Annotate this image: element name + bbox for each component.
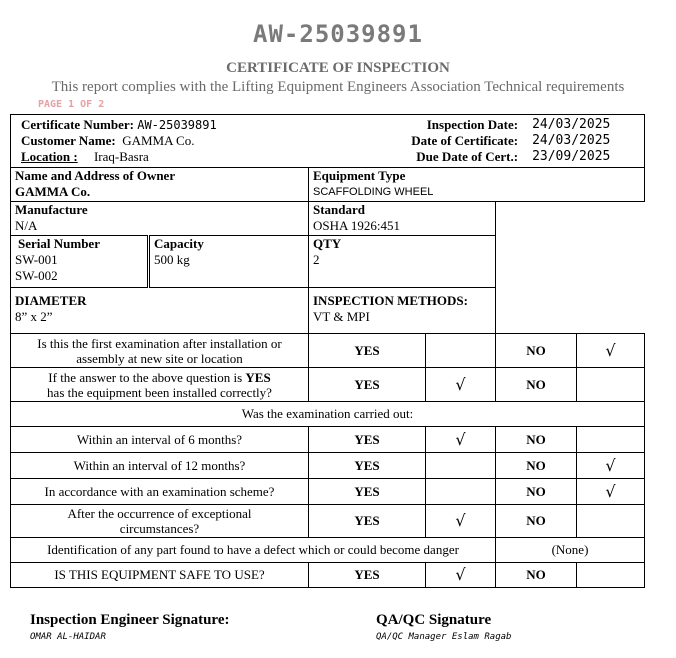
- serial-label: Serial Number: [18, 236, 100, 251]
- customer-label: Customer Name:: [21, 133, 116, 148]
- defect-row: [11, 538, 645, 563]
- standard-cell: [309, 202, 496, 236]
- equipment-type-label: Equipment Type: [313, 168, 406, 183]
- qty-cell: [309, 236, 496, 288]
- document-title: CERTIFICATE OF INSPECTION: [226, 60, 450, 76]
- safe-row: [11, 563, 645, 588]
- diameter-cell: [11, 288, 309, 334]
- due-date-label: Due Date of Cert.:: [416, 149, 519, 164]
- engineer-signature-label: Inspection Engineer Signature:: [30, 612, 230, 628]
- yes-label: YES: [309, 505, 426, 538]
- section-row: [11, 402, 645, 427]
- yes-label: YES: [309, 479, 426, 505]
- question-first-exam: Is this the first examination after installation or assembly at new site or location: [11, 334, 309, 368]
- question-row: [11, 427, 645, 453]
- owner-row: [11, 168, 645, 202]
- no-checkmark: √: [577, 479, 645, 505]
- compliance-subtitle: This report complies with the Lifting Equipment Engineers Association Technical requirements: [51, 79, 625, 95]
- question-exceptional-circumstances: After the occurrence of exceptional circumstances?: [11, 505, 309, 538]
- no-mark: [577, 563, 645, 588]
- serial-cell: [11, 236, 149, 288]
- no-mark: [577, 368, 645, 402]
- yes-checkmark: √: [426, 368, 496, 402]
- yes-mark: [426, 479, 496, 505]
- capacity-value: 500 kg: [154, 252, 190, 267]
- no-label: NO: [496, 505, 577, 538]
- question-row: [11, 505, 645, 538]
- summary-block: [11, 115, 645, 168]
- no-label: NO: [496, 453, 577, 479]
- question-row: [11, 453, 645, 479]
- due-date-value: 23/09/2025: [532, 149, 611, 164]
- capacity-cell: [149, 236, 309, 288]
- yes-checkmark: √: [426, 427, 496, 453]
- question-6-months: Within an interval of 6 months?: [11, 427, 309, 453]
- qa-signature-name: QA/QC Manager Eslam Ragab: [376, 632, 512, 642]
- yes-mark: [426, 334, 496, 368]
- question-safe-to-use: IS THIS EQUIPMENT SAFE TO USE?: [11, 563, 309, 588]
- examination-carried-out-heading: Was the examination carried out:: [11, 402, 645, 427]
- manufacture-cell: [11, 202, 309, 236]
- engineer-signature-name: OMAR AL-HAIDAR: [30, 632, 106, 642]
- certificate-date-value: 24/03/2025: [532, 133, 611, 148]
- question-row: [11, 334, 645, 368]
- question-row: [11, 368, 645, 402]
- methods-cell: [309, 288, 496, 334]
- defect-value: (None): [496, 538, 645, 563]
- standard-value: OSHA 1926:451: [313, 218, 401, 233]
- diameter-value: 8” x 2”: [15, 309, 53, 324]
- no-label: NO: [496, 563, 577, 588]
- location-label: Location :: [21, 149, 78, 164]
- qa-signature-label: QA/QC Signature: [376, 612, 492, 628]
- no-label: NO: [496, 427, 577, 453]
- yes-checkmark: √: [426, 563, 496, 588]
- inspection-date-value: 24/03/2025: [532, 117, 611, 132]
- yes-label: YES: [309, 334, 426, 368]
- qty-value: 2: [313, 252, 320, 267]
- yes-label: YES: [309, 453, 426, 479]
- no-label: NO: [496, 368, 577, 402]
- no-mark: [577, 505, 645, 538]
- customer-value: GAMMA Co.: [122, 133, 195, 148]
- page-indicator: PAGE 1 OF 2: [38, 99, 105, 110]
- yes-label: YES: [309, 427, 426, 453]
- yes-checkmark: √: [426, 505, 496, 538]
- yes-mark: [426, 453, 496, 479]
- defect-label: Identification of any part found to have a defect which or could become danger: [11, 538, 496, 563]
- no-checkmark: √: [577, 334, 645, 368]
- no-mark: [577, 427, 645, 453]
- blank-area: [496, 202, 645, 334]
- question-text: If the answer to the above question is: [48, 369, 246, 385]
- equipment-type-value: SCAFFOLDING WHEEL: [313, 186, 434, 198]
- yes-label: YES: [309, 563, 426, 588]
- manufacture-label: Manufacture: [15, 202, 88, 217]
- manufacture-value: N/A: [15, 218, 38, 233]
- capacity-label: Capacity: [154, 236, 204, 251]
- no-label: NO: [496, 479, 577, 505]
- owner-label: Name and Address of Owner: [15, 168, 176, 183]
- cert-number-value: AW-25039891: [137, 118, 217, 132]
- serial-value-2: SW-002: [15, 268, 58, 283]
- inspection-table: [10, 114, 645, 588]
- equipment-type-cell: [309, 168, 645, 202]
- yes-label: YES: [309, 368, 426, 402]
- question-text: has the equipment been installed correctly?: [47, 384, 272, 400]
- qty-label: QTY: [313, 236, 342, 251]
- no-checkmark: √: [577, 453, 645, 479]
- diameter-label: DIAMETER: [15, 293, 87, 308]
- cert-number-label: Certificate Number:: [21, 117, 134, 132]
- methods-label: INSPECTION METHODS:: [313, 293, 468, 308]
- location-value: Iraq-Basra: [93, 149, 149, 164]
- standard-label: Standard: [313, 202, 366, 217]
- owner-value: GAMMA Co.: [15, 184, 91, 199]
- question-12-months: Within an interval of 12 months?: [11, 453, 309, 479]
- certificate-date-label: Date of Certificate:: [411, 133, 519, 148]
- question-emphasis: YES: [245, 369, 271, 385]
- methods-value: VT & MPI: [313, 309, 370, 324]
- question-installed-correctly: [11, 368, 309, 402]
- owner-cell: [11, 168, 309, 202]
- question-row: [11, 479, 645, 505]
- summary-row: [11, 115, 645, 168]
- serial-value-1: SW-001: [15, 252, 58, 267]
- manufacture-row: [11, 202, 645, 236]
- question-examination-scheme: In accordance with an examination scheme?: [11, 479, 309, 505]
- inspection-date-label: Inspection Date:: [426, 117, 519, 132]
- no-label: NO: [496, 334, 577, 368]
- certificate-id-heading: AW-25039891: [253, 20, 423, 48]
